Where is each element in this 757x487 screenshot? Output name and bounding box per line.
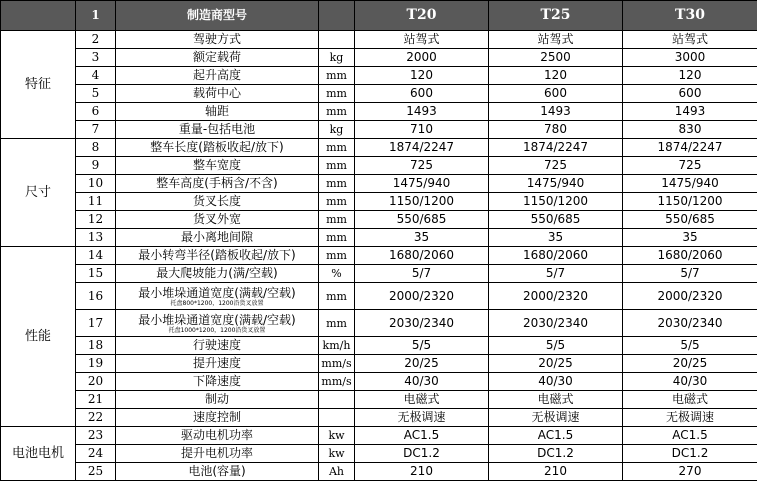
row-item: 驱动电机功率 bbox=[116, 427, 319, 445]
table-row bbox=[1, 103, 757, 121]
row-number: 17 bbox=[76, 310, 116, 337]
value-t25: 2500 bbox=[489, 49, 623, 67]
row-unit: kg bbox=[319, 121, 355, 139]
row-item: 制动 bbox=[116, 391, 319, 409]
value-t20: 2030/2340 bbox=[355, 310, 489, 337]
row-number: 5 bbox=[76, 85, 116, 103]
value-t30: 20/25 bbox=[623, 355, 757, 373]
row-number: 24 bbox=[76, 445, 116, 463]
row-number: 20 bbox=[76, 373, 116, 391]
row-number: 15 bbox=[76, 265, 116, 283]
value-t30: 5/5 bbox=[623, 337, 757, 355]
row-unit: mm bbox=[319, 283, 355, 310]
row-number: 18 bbox=[76, 337, 116, 355]
table-row bbox=[1, 121, 757, 139]
row-item: 整车宽度 bbox=[116, 157, 319, 175]
value-t30: 电磁式 bbox=[623, 391, 757, 409]
row-unit: mm bbox=[319, 157, 355, 175]
header-model-t20: T20 bbox=[355, 1, 489, 31]
value-t20: 35 bbox=[355, 229, 489, 247]
value-t20: 550/685 bbox=[355, 211, 489, 229]
table-row bbox=[1, 373, 757, 391]
value-t25: 5/7 bbox=[489, 265, 623, 283]
row-number: 7 bbox=[76, 121, 116, 139]
row-number: 2 bbox=[76, 31, 116, 49]
value-t20: 无极调速 bbox=[355, 409, 489, 427]
value-t20: 20/25 bbox=[355, 355, 489, 373]
value-t20: 1150/1200 bbox=[355, 193, 489, 211]
value-t20: 5/7 bbox=[355, 265, 489, 283]
value-t25: 电磁式 bbox=[489, 391, 623, 409]
table-row bbox=[1, 310, 757, 337]
value-t30: 725 bbox=[623, 157, 757, 175]
value-t30: 无极调速 bbox=[623, 409, 757, 427]
value-t20: 2000 bbox=[355, 49, 489, 67]
value-t30: 600 bbox=[623, 85, 757, 103]
row-unit: Ah bbox=[319, 463, 355, 481]
table-row bbox=[1, 265, 757, 283]
group-label-battery-motor: 电池电机 bbox=[1, 427, 76, 481]
value-t25: AC1.5 bbox=[489, 427, 623, 445]
header-unit-blank bbox=[319, 1, 355, 31]
row-item: 速度控制 bbox=[116, 409, 319, 427]
header-item: 制造商型号 bbox=[116, 1, 319, 31]
row-number: 13 bbox=[76, 229, 116, 247]
value-t30: 2000/2320 bbox=[623, 283, 757, 310]
value-t25: DC1.2 bbox=[489, 445, 623, 463]
row-item-label: 最小堆垛通道宽度(满载/空载) bbox=[138, 285, 296, 300]
row-unit: mm/s bbox=[319, 355, 355, 373]
row-item: 提升速度 bbox=[116, 355, 319, 373]
row-number: 22 bbox=[76, 409, 116, 427]
row-unit: mm/s bbox=[319, 373, 355, 391]
value-t20: 210 bbox=[355, 463, 489, 481]
row-unit: % bbox=[319, 265, 355, 283]
row-number: 19 bbox=[76, 355, 116, 373]
row-number: 3 bbox=[76, 49, 116, 67]
row-item: 提升电机功率 bbox=[116, 445, 319, 463]
row-item: 电池(容量) bbox=[116, 463, 319, 481]
row-item: 整车高度(手柄含/不含) bbox=[116, 175, 319, 193]
value-t25: 1475/940 bbox=[489, 175, 623, 193]
table-row bbox=[1, 427, 757, 445]
value-t20: 站驾式 bbox=[355, 31, 489, 49]
table-row bbox=[1, 49, 757, 67]
row-item: 最小转弯半径(踏板收起/放下) bbox=[116, 247, 319, 265]
table-row bbox=[1, 409, 757, 427]
header-num: 1 bbox=[76, 1, 116, 31]
value-t30: 1475/940 bbox=[623, 175, 757, 193]
value-t30: 830 bbox=[623, 121, 757, 139]
header-model-t25: T25 bbox=[489, 1, 623, 31]
row-number: 9 bbox=[76, 157, 116, 175]
row-number: 16 bbox=[76, 283, 116, 310]
row-unit: kw bbox=[319, 445, 355, 463]
value-t30: 40/30 bbox=[623, 373, 757, 391]
row-unit: mm bbox=[319, 175, 355, 193]
table-row bbox=[1, 247, 757, 265]
row-unit: mm bbox=[319, 67, 355, 85]
value-t25: 120 bbox=[489, 67, 623, 85]
row-unit: kg bbox=[319, 49, 355, 67]
value-t25: 1874/2247 bbox=[489, 139, 623, 157]
row-item-note: 托盘800*1200，1200沿货叉放置 bbox=[170, 299, 264, 307]
value-t25: 35 bbox=[489, 229, 623, 247]
value-t25: 无极调速 bbox=[489, 409, 623, 427]
row-number: 23 bbox=[76, 427, 116, 445]
row-unit: mm bbox=[319, 139, 355, 157]
value-t20: 600 bbox=[355, 85, 489, 103]
value-t30: 120 bbox=[623, 67, 757, 85]
row-item: 载荷中心 bbox=[116, 85, 319, 103]
value-t20: 电磁式 bbox=[355, 391, 489, 409]
value-t25: 20/25 bbox=[489, 355, 623, 373]
value-t25: 2030/2340 bbox=[489, 310, 623, 337]
row-unit: mm bbox=[319, 229, 355, 247]
row-item bbox=[116, 310, 319, 337]
value-t20: 710 bbox=[355, 121, 489, 139]
value-t25: 780 bbox=[489, 121, 623, 139]
row-unit: mm bbox=[319, 247, 355, 265]
row-item bbox=[116, 283, 319, 310]
value-t20: 120 bbox=[355, 67, 489, 85]
value-t20: 1680/2060 bbox=[355, 247, 489, 265]
row-item: 行驶速度 bbox=[116, 337, 319, 355]
row-unit bbox=[319, 391, 355, 409]
group-label-dimensions: 尺寸 bbox=[1, 139, 76, 247]
row-number: 6 bbox=[76, 103, 116, 121]
table-row bbox=[1, 445, 757, 463]
value-t20: 1493 bbox=[355, 103, 489, 121]
value-t25: 725 bbox=[489, 157, 623, 175]
value-t30: 550/685 bbox=[623, 211, 757, 229]
value-t20: AC1.5 bbox=[355, 427, 489, 445]
row-number: 8 bbox=[76, 139, 116, 157]
row-item: 最小离地间隙 bbox=[116, 229, 319, 247]
table-row bbox=[1, 391, 757, 409]
header-model-t30: T30 bbox=[623, 1, 757, 31]
group-label-performance: 性能 bbox=[1, 247, 76, 427]
row-unit bbox=[319, 409, 355, 427]
value-t25: 1150/1200 bbox=[489, 193, 623, 211]
value-t30: 270 bbox=[623, 463, 757, 481]
value-t20: 40/30 bbox=[355, 373, 489, 391]
row-item: 起升高度 bbox=[116, 67, 319, 85]
row-number: 12 bbox=[76, 211, 116, 229]
value-t20: 1874/2247 bbox=[355, 139, 489, 157]
row-item: 货叉长度 bbox=[116, 193, 319, 211]
row-number: 11 bbox=[76, 193, 116, 211]
table-row bbox=[1, 31, 757, 49]
table-row bbox=[1, 139, 757, 157]
row-unit: kw bbox=[319, 427, 355, 445]
row-number: 21 bbox=[76, 391, 116, 409]
table-row bbox=[1, 283, 757, 310]
value-t25: 站驾式 bbox=[489, 31, 623, 49]
row-item: 下降速度 bbox=[116, 373, 319, 391]
row-item-label: 最小堆垛通道宽度(满载/空载) bbox=[138, 312, 296, 327]
row-item: 轴距 bbox=[116, 103, 319, 121]
value-t30: 1493 bbox=[623, 103, 757, 121]
row-item: 驾驶方式 bbox=[116, 31, 319, 49]
row-item: 额定载荷 bbox=[116, 49, 319, 67]
value-t30: DC1.2 bbox=[623, 445, 757, 463]
table-row bbox=[1, 211, 757, 229]
value-t25: 600 bbox=[489, 85, 623, 103]
row-unit bbox=[319, 31, 355, 49]
row-unit: mm bbox=[319, 211, 355, 229]
row-number: 4 bbox=[76, 67, 116, 85]
value-t30: 2030/2340 bbox=[623, 310, 757, 337]
value-t20: 1475/940 bbox=[355, 175, 489, 193]
value-t25: 1680/2060 bbox=[489, 247, 623, 265]
row-number: 25 bbox=[76, 463, 116, 481]
table-row bbox=[1, 337, 757, 355]
value-t30: 5/7 bbox=[623, 265, 757, 283]
row-number: 10 bbox=[76, 175, 116, 193]
value-t30: 1680/2060 bbox=[623, 247, 757, 265]
spec-table-body bbox=[1, 1, 757, 481]
value-t20: DC1.2 bbox=[355, 445, 489, 463]
table-row bbox=[1, 229, 757, 247]
value-t30: 1874/2247 bbox=[623, 139, 757, 157]
table-row bbox=[1, 355, 757, 373]
table-row bbox=[1, 193, 757, 211]
header-blank bbox=[1, 1, 76, 31]
table-row bbox=[1, 175, 757, 193]
value-t30: 3000 bbox=[623, 49, 757, 67]
table-row bbox=[1, 85, 757, 103]
value-t20: 5/5 bbox=[355, 337, 489, 355]
row-unit: mm bbox=[319, 310, 355, 337]
table-row bbox=[1, 67, 757, 85]
row-item: 最大爬坡能力(满/空载) bbox=[116, 265, 319, 283]
value-t25: 40/30 bbox=[489, 373, 623, 391]
value-t20: 2000/2320 bbox=[355, 283, 489, 310]
table-row bbox=[1, 157, 757, 175]
row-unit: mm bbox=[319, 193, 355, 211]
table-row bbox=[1, 463, 757, 481]
value-t30: AC1.5 bbox=[623, 427, 757, 445]
value-t30: 站驾式 bbox=[623, 31, 757, 49]
group-label-features: 特征 bbox=[1, 31, 76, 139]
value-t30: 35 bbox=[623, 229, 757, 247]
row-unit: mm bbox=[319, 85, 355, 103]
row-item: 货叉外宽 bbox=[116, 211, 319, 229]
value-t25: 210 bbox=[489, 463, 623, 481]
row-unit: km/h bbox=[319, 337, 355, 355]
row-number: 14 bbox=[76, 247, 116, 265]
value-t25: 5/5 bbox=[489, 337, 623, 355]
value-t25: 550/685 bbox=[489, 211, 623, 229]
row-item: 重量-包括电池 bbox=[116, 121, 319, 139]
row-unit: mm bbox=[319, 103, 355, 121]
header-row bbox=[1, 1, 757, 31]
value-t25: 1493 bbox=[489, 103, 623, 121]
row-item-note: 托盘1000*1200，1200沿货叉放置 bbox=[168, 326, 266, 334]
value-t30: 1150/1200 bbox=[623, 193, 757, 211]
value-t25: 2000/2320 bbox=[489, 283, 623, 310]
value-t20: 725 bbox=[355, 157, 489, 175]
row-item: 整车长度(踏板收起/放下) bbox=[116, 139, 319, 157]
